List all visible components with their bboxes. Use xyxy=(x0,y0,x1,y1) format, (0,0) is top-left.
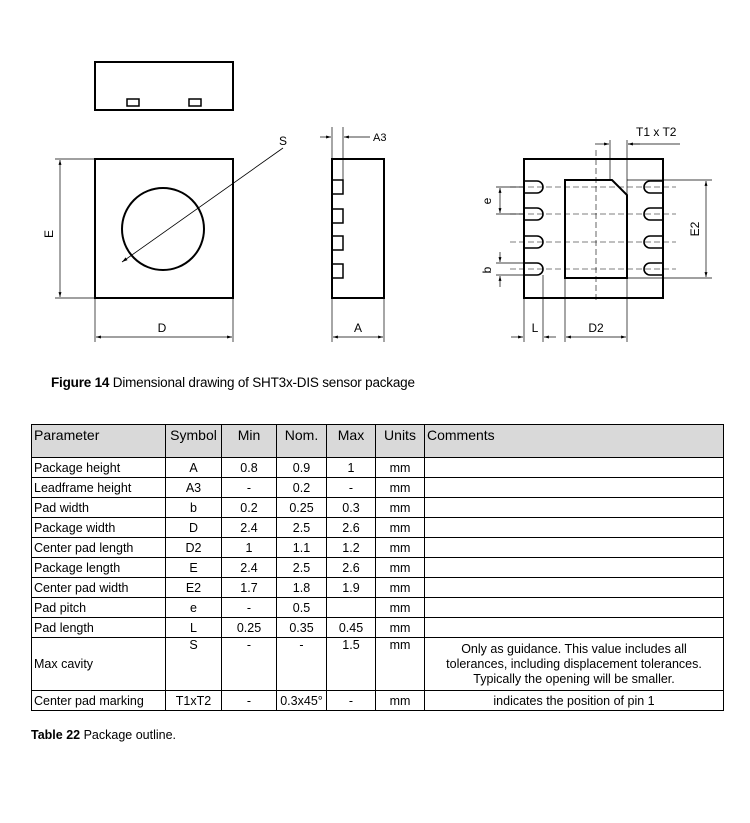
cell-parameter: Center pad marking xyxy=(32,691,166,711)
cell-max: 1 xyxy=(327,458,376,478)
header-nom: Nom. xyxy=(277,425,327,458)
cell-max: - xyxy=(327,691,376,711)
table-header-row xyxy=(32,425,724,458)
cell-units: mm xyxy=(376,458,425,478)
cell-max: 1.9 xyxy=(327,578,376,598)
bottom-view xyxy=(480,125,712,342)
label-b: b xyxy=(480,266,494,274)
table-caption-text: Package outline. xyxy=(83,728,177,742)
table-caption xyxy=(31,728,176,742)
cell-parameter: Package width xyxy=(32,518,166,538)
label-e-pitch: e xyxy=(480,197,494,205)
cavity-circle xyxy=(122,188,204,270)
side-view xyxy=(320,127,386,342)
cell-units: mm xyxy=(376,578,425,598)
table-row xyxy=(32,578,724,598)
cell-units: mm xyxy=(376,598,425,618)
cell-nom: 0.25 xyxy=(277,498,327,518)
cell-nom: 1.8 xyxy=(277,578,327,598)
figure-caption-label: Figure 14 xyxy=(51,375,110,390)
cell-units: mm xyxy=(376,618,425,638)
label-a: A xyxy=(353,321,363,335)
cell-parameter: Max cavity xyxy=(32,638,166,691)
package-outline-table xyxy=(31,424,724,711)
cell-min: 0.25 xyxy=(222,618,277,638)
cell-min: - xyxy=(222,638,277,691)
cell-nom: 0.5 xyxy=(277,598,327,618)
cell-max: 2.6 xyxy=(327,518,376,538)
cell-parameter: Package length xyxy=(32,558,166,578)
cell-nom: 0.2 xyxy=(277,478,327,498)
label-d: D xyxy=(157,321,167,335)
table-row xyxy=(32,618,724,638)
cell-nom: 0.9 xyxy=(277,458,327,478)
table-row xyxy=(32,518,724,538)
cell-symbol: E2 xyxy=(166,578,222,598)
cell-min: - xyxy=(222,478,277,498)
cell-symbol: b xyxy=(166,498,222,518)
label-a3: A3 xyxy=(373,132,387,144)
cell-symbol: A xyxy=(166,458,222,478)
cell-min: 1 xyxy=(222,538,277,558)
cell-nom: 0.3x45° xyxy=(277,691,327,711)
cell-comment: indicates the position of pin 1 xyxy=(425,691,724,711)
cell-min: 0.2 xyxy=(222,498,277,518)
cell-units: mm xyxy=(376,478,425,498)
cell-max: 1.2 xyxy=(327,538,376,558)
cell-comment xyxy=(425,478,724,498)
cell-min: - xyxy=(222,691,277,711)
cell-max: 2.6 xyxy=(327,558,376,578)
cell-min: 2.4 xyxy=(222,518,277,538)
cell-symbol: D xyxy=(166,518,222,538)
header-max: Max xyxy=(327,425,376,458)
cell-comment xyxy=(425,498,724,518)
cell-min: 1.7 xyxy=(222,578,277,598)
table-caption-label: Table 22 xyxy=(31,728,81,742)
cell-units: mm xyxy=(376,638,425,691)
cell-comment xyxy=(425,518,724,538)
cell-max xyxy=(327,598,376,618)
cell-max: 0.45 xyxy=(327,618,376,638)
table-row xyxy=(32,558,724,578)
header-units: Units xyxy=(376,425,425,458)
header-symbol: Symbol xyxy=(166,425,222,458)
package-dimensional-drawing xyxy=(0,0,750,370)
cell-nom: - xyxy=(277,638,327,691)
cell-symbol: T1xT2 xyxy=(166,691,222,711)
table-row xyxy=(32,691,724,711)
table-row xyxy=(32,598,724,618)
cell-parameter: Package height xyxy=(32,458,166,478)
cell-min: - xyxy=(222,598,277,618)
cell-comment xyxy=(425,598,724,618)
side-view-top xyxy=(95,62,233,110)
cell-max: 0.3 xyxy=(327,498,376,518)
cell-nom: 2.5 xyxy=(277,518,327,538)
cell-comment xyxy=(425,618,724,638)
table-row xyxy=(32,638,724,691)
cell-symbol: e xyxy=(166,598,222,618)
cell-parameter: Pad pitch xyxy=(32,598,166,618)
cell-max: - xyxy=(327,478,376,498)
label-s: S xyxy=(279,134,288,148)
cell-comment xyxy=(425,538,724,558)
cell-parameter: Center pad width xyxy=(32,578,166,598)
table-row xyxy=(32,458,724,478)
figure-caption-text: Dimensional drawing of SHT3x-DIS sensor package xyxy=(112,375,415,390)
cell-max: 1.5 xyxy=(327,638,376,691)
cell-comment xyxy=(425,578,724,598)
cell-comment xyxy=(425,558,724,578)
cell-units: mm xyxy=(376,558,425,578)
header-comments: Comments xyxy=(425,425,724,458)
cell-parameter: Center pad length xyxy=(32,538,166,558)
label-e-dim: E xyxy=(42,229,56,239)
cell-nom: 2.5 xyxy=(277,558,327,578)
cell-comment xyxy=(425,458,724,478)
cell-symbol: E xyxy=(166,558,222,578)
label-t1xt2: T1 x T2 xyxy=(636,125,677,139)
cell-nom: 0.35 xyxy=(277,618,327,638)
cell-parameter: Leadframe height xyxy=(32,478,166,498)
label-d2: D2 xyxy=(588,321,604,335)
figure-caption xyxy=(51,375,415,390)
cell-units: mm xyxy=(376,498,425,518)
header-min: Min xyxy=(222,425,277,458)
cell-min: 0.8 xyxy=(222,458,277,478)
cell-units: mm xyxy=(376,691,425,711)
cell-parameter: Pad length xyxy=(32,618,166,638)
cell-parameter: Pad width xyxy=(32,498,166,518)
table-row xyxy=(32,478,724,498)
cell-min: 2.4 xyxy=(222,558,277,578)
cell-nom: 1.1 xyxy=(277,538,327,558)
header-parameter: Parameter xyxy=(32,425,166,458)
label-l: L xyxy=(531,321,539,335)
cell-units: mm xyxy=(376,538,425,558)
cell-comment: Only as guidance. This value includes all tolerances, including displacement tolerances. Typically the opening will be smaller. xyxy=(425,638,724,691)
cell-symbol: D2 xyxy=(166,538,222,558)
cell-symbol: L xyxy=(166,618,222,638)
cell-symbol: S xyxy=(166,638,222,691)
table-row xyxy=(32,498,724,518)
table-row xyxy=(32,538,724,558)
top-view xyxy=(42,134,287,342)
cell-symbol: A3 xyxy=(166,478,222,498)
label-e2: E2 xyxy=(688,221,702,237)
cell-units: mm xyxy=(376,518,425,538)
